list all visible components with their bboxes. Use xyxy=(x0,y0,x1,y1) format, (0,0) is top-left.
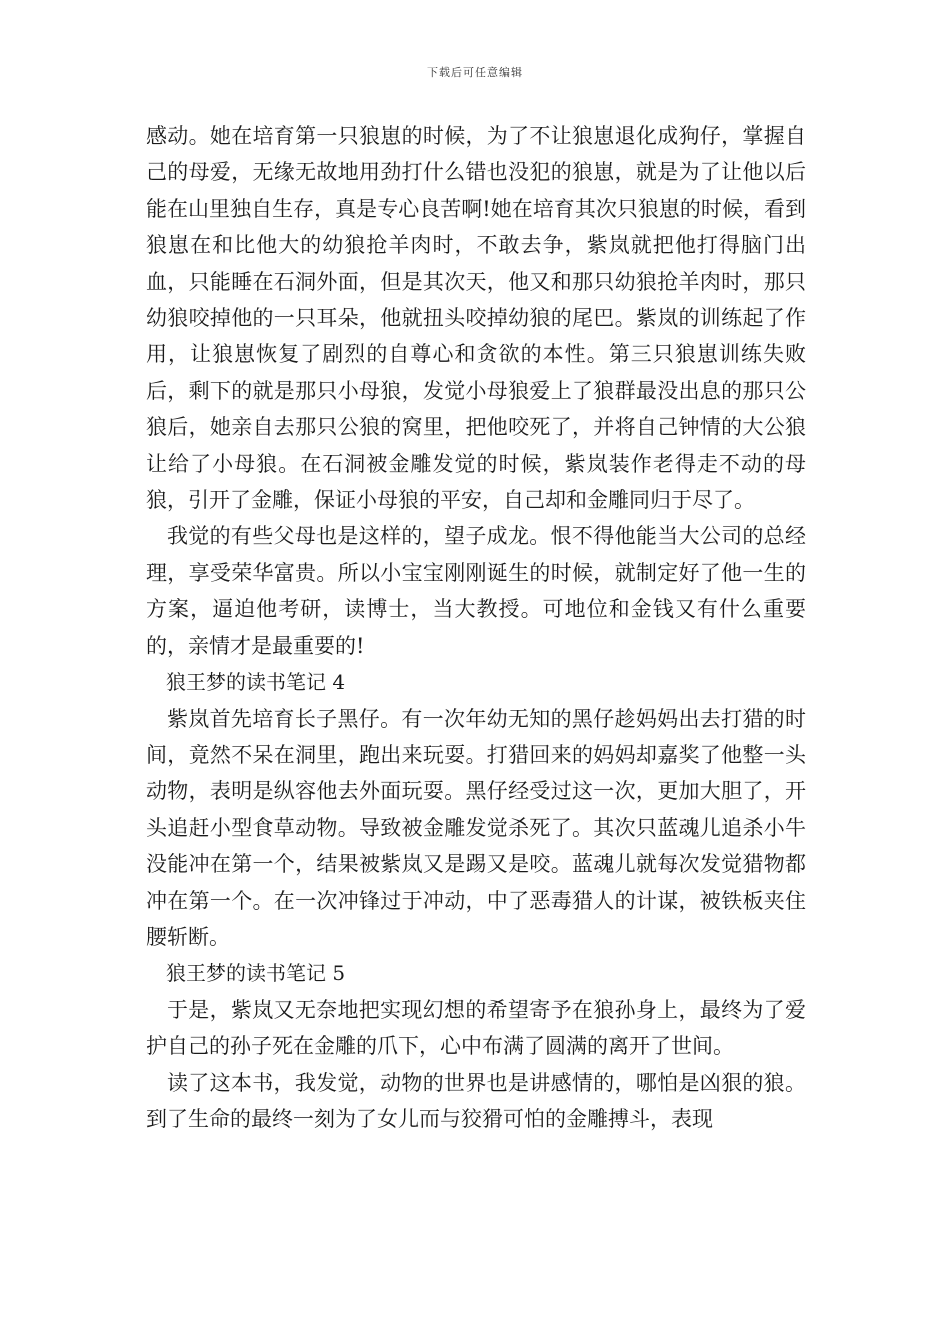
document-body xyxy=(146,118,806,1137)
paragraph-5: 读了这本书，我发觉，动物的世界也是讲感情的，哪怕是凶狠的狼。到了生命的最终一刻为了女儿而与狡猾可怕的金雕搏斗，表现 xyxy=(146,1070,806,1131)
page-header: 下载后可任意编辑 xyxy=(427,66,523,79)
paragraph-1: 感动。她在培育第一只狼崽的时候，为了不让狼崽退化成狗仔，掌握自己的母爱，无缘无故地用劲打什么错也没犯的狼崽，就是为了让他以后能在山里独自生存，真是专心良苦啊!她在培育其次只狼崽的时候，看到狼崽在和比他大的幼狼抢羊肉时，不敢去争，紫岚就把他打得脑门出血，只能睡在石洞外面，但是其次天，他又和那只幼狼抢羊肉时，那只幼狼咬掉他的一只耳朵，他就扭头咬掉幼狼的尾巴。紫岚的训练起了作用，让狼崽恢复了剧烈的自尊心和贪欲的本性。第三只狼崽训练失败后，剩下的就是那只小母狼，发觉小母狼爱上了狼群最没出息的那只公狼后，她亲自去那只公狼的窝里，把他咬死了，并将自己钟情的大公狼让给了小母狼。在石洞被金雕发觉的时候，紫岚装作老得走不动的母狼，引开了金雕，保证小母狼的平安，自己却和金雕同归于尽了。 xyxy=(146,124,806,513)
section-heading-5: 狼王梦的读书笔记 5 xyxy=(166,961,346,986)
paragraph-2: 我觉的有些父母也是这样的，望子成龙。恨不得他能当大公司的总经理，享受荣华富贵。所以小宝宝刚刚诞生的时候，就制定好了他一生的方案，逼迫他考研，读博士，当大教授。可地位和金钱又有什么重要的，亲情才是最重要的! xyxy=(146,524,806,658)
paragraph-3: 紫岚首先培育长子黑仔。有一次年幼无知的黑仔趁妈妈出去打猎的时间，竟然不呆在洞里，跑出来玩耍。打猎回来的妈妈却嘉奖了他整一头动物，表明是纵容他去外面玩耍。黑仔经受过这一次，更加大胆了，开头追赶小型食草动物。导致被金雕发觉杀死了。其次只蓝魂儿追杀小牛没能冲在第一个，结果被紫岚又是踢又是咬。蓝魂儿就每次发觉猎物都冲在第一个。在一次冲锋过于冲动，中了恶毒猎人的计谋，被铁板夹住腰斩断。 xyxy=(146,706,806,949)
section-heading-4: 狼王梦的读书笔记 4 xyxy=(166,670,346,695)
paragraph-4: 于是，紫岚又无奈地把实现幻想的希望寄予在狼孙身上，最终为了爱护自己的孙子死在金雕的爪下，心中布满了圆满的离开了世间。 xyxy=(146,997,806,1059)
